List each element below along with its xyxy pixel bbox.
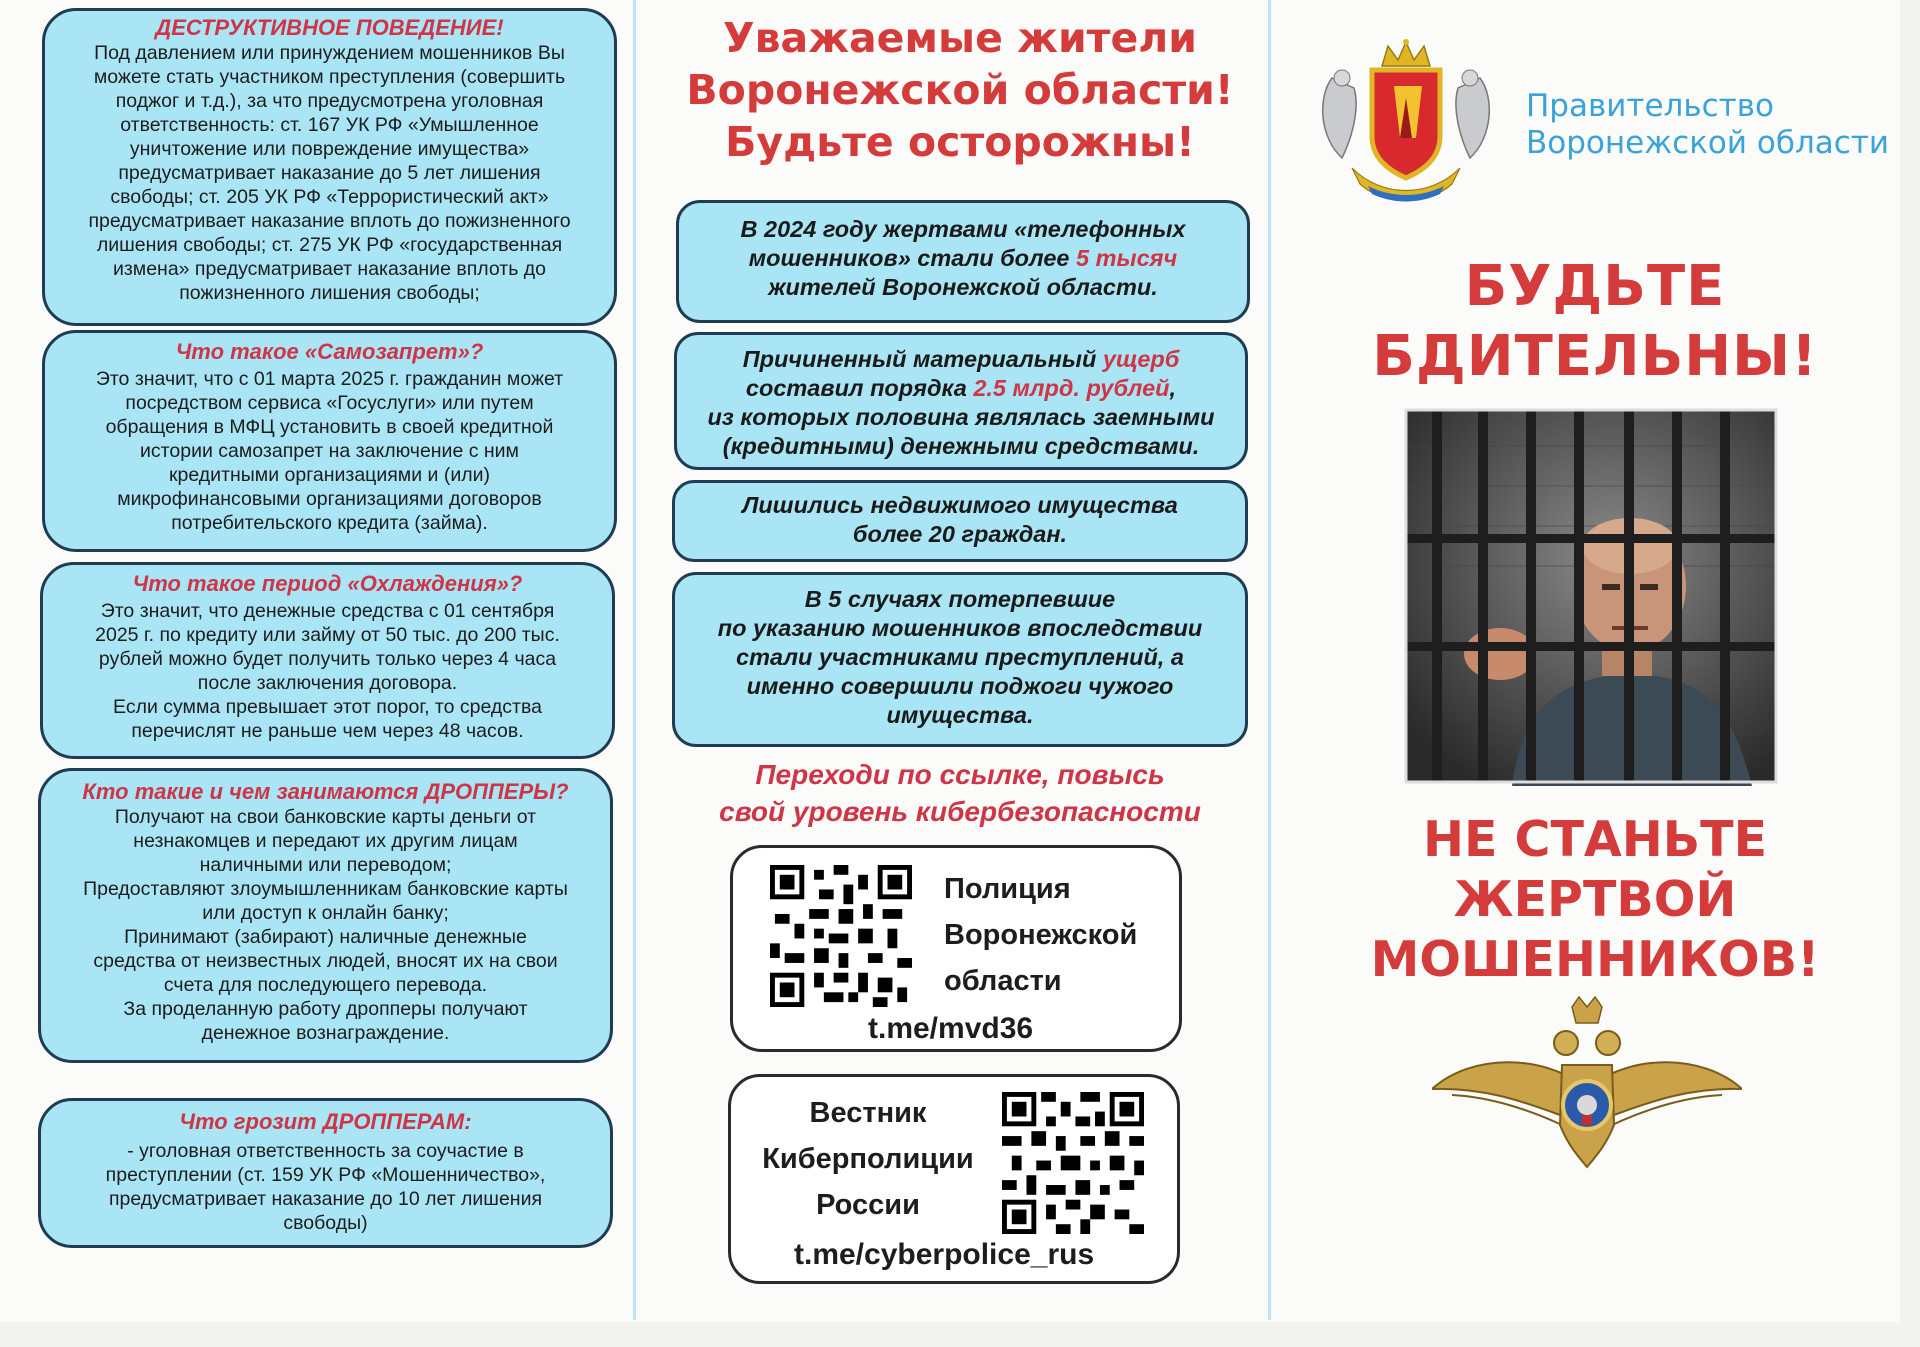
text-line: - уголовная ответственность за соучастие в [127,1140,524,1162]
text-line: средства от неизвестных людей, вносят их на свои [93,950,558,972]
text-line: 2025 г. по кредиту или займу от 50 тыс. до 200 тыс. [95,624,560,646]
police-qr-label [944,866,1137,1004]
headline-line: Уважаемые жители [722,14,1198,62]
text-line: обращения в МФЦ установить в своей кредитной [105,416,554,438]
droppers-penalty-box [38,1098,613,1248]
qr-label-line: области [944,965,1062,997]
text-line: поджог и т.д.), за что предусмотрена уголовная [115,90,544,112]
highlight-word: ущерб [1102,346,1180,372]
stat-line: жителей Воронежской области. [768,274,1158,300]
text-line: свободы) [283,1212,368,1234]
text-line: преступлении (ст. 159 УК РФ «Мошенничество», [105,1164,546,1186]
text-line: измена» предусматривает наказание вплоть до [112,258,547,280]
box-text [41,805,610,1045]
text-line: пожизненного лишения свободы; [179,282,480,304]
headline-line: ЖЕРТВОЙ [1453,871,1737,928]
text-line: Под давлением или принуждением мошенников Вы [94,42,565,64]
headline-line: Воронежской области! [686,66,1234,114]
police-double-headed-eagle-emblem-icon [1432,995,1742,1175]
stat-line: более 20 граждан. [852,521,1068,547]
stat-line: именно совершили поджоги чужого [746,673,1174,699]
box-title: Что такое период «Охлаждения»? [132,571,523,596]
box-text [43,599,612,743]
box-title: Что такое «Самозапрет»? [175,339,484,364]
text-line: наличными или переводом; [199,854,452,876]
text-line: истории самозапрет на заключение с ним [140,440,519,462]
headline-line: НЕ СТАНЬТЕ [1422,811,1768,868]
property-loss-box [672,480,1248,562]
highlight-number: 5 тысяч [1076,245,1178,271]
stat-line: из которых половина являлась заемными [707,404,1215,430]
text-line: потребительского кредита (займа). [171,512,488,534]
text-line: ответственность: ст. 167 УК РФ «Умышленное [120,114,539,136]
stat-line: стали участниками преступлений, а [736,644,1184,670]
text-line: перечислят не раньше чем через 48 часов. [131,720,524,742]
stat-line: (кредитными) денежными средствами. [722,433,1200,459]
text-line: посредством сервиса «Госуслуги» или путем [125,392,534,414]
stat-line: мошенников» стали более 5 тысяч [748,245,1178,271]
headline-line: БДИТЕЛЬНЫ! [1372,324,1818,389]
text-line: Это значит, что с 01 марта 2025 г. гражданин может [95,368,564,390]
gov-title-line: Правительство [1526,88,1774,124]
text-line: или доступ к онлайн банку; [202,902,449,924]
text-line: предусматривает наказание до 5 лет лишения [118,162,541,184]
cyberpolice-qr-label [748,1090,988,1228]
police-qr-code-icon[interactable] [770,865,912,1007]
headline-line: Будьте осторожны! [725,118,1195,166]
qr-label-line: Воронежской [944,919,1138,951]
stat-line: Лишились недвижимого имущества [742,492,1178,518]
middle-headline [650,12,1270,168]
stat-line: составил порядка 2.5 млрд. рублей, [745,375,1177,401]
text-line: можете стать участником преступления (совершить [93,66,566,88]
arson-cases-box [672,572,1248,747]
cyberpolice-telegram-link[interactable]: t.me/cyberpolice_rus [794,1238,1095,1271]
stat-line: имущества. [886,702,1034,728]
qr-label-line: Вестник [809,1097,927,1129]
text-line: лишения свободы; ст. 275 УК РФ «государственная [96,234,563,256]
text-line: Получают на свои банковские карты деньги от [114,806,537,828]
damage-stat-box [674,332,1248,470]
highlight-amount: 2.5 млрд. рублей [973,375,1170,401]
cta-line: свой уровень кибербезопасности [719,796,1201,827]
box-text [45,41,614,305]
text-line: предусматривает наказание вплоть до пожизненного [88,210,571,232]
qr-label-line: Полиция [944,873,1071,905]
text-line: счета для последующего перевода. [163,974,488,996]
cyberpolice-qr-code-icon[interactable] [1002,1092,1144,1234]
self-ban-box [42,330,617,552]
text-line: За проделанную работу дропперы получают [123,998,528,1020]
text-line: Если сумма превышает этот порог, то средства [113,696,542,718]
text-line: микрофинансовыми организациями договоров [117,488,542,510]
text-line: Предоставляют злоумышленникам банковские карты [83,878,568,900]
stat-line: по указанию мошенников впоследствии [717,615,1203,641]
text-line: свободы; ст. 205 УК РФ «Террористический акт» [110,186,549,208]
text-line: рублей можно будет получить только через 4 часа [98,648,557,670]
gov-title-line: Воронежской области [1526,125,1890,161]
voronezh-coat-of-arms-icon [1312,38,1500,213]
prisoner-behind-bars-illustration [1402,406,1780,786]
text-line: уничтожение или повреждение имущества» [129,138,530,160]
dont-be-victim-headline [1290,810,1900,990]
stat-line: В 2024 году жертвами «телефонных [740,216,1186,242]
box-text [41,1139,610,1235]
destructive-behavior-box [42,8,617,326]
qr-label-line: России [816,1189,920,1221]
cta-line: Переходи по ссылке, повысь [755,759,1165,790]
cyber-cta [650,756,1270,830]
text-line: Это значит, что денежные средства с 01 сентября [100,600,555,622]
text-line: кредитными организациями и (или) [169,464,490,486]
text-line: денежное вознаграждение. [201,1022,450,1044]
text-line: предусматривает наказание до 10 лет лишения [108,1188,543,1210]
box-title: Кто такие и чем занимаются ДРОППЕРЫ? [82,779,569,804]
qr-label-line: Киберполиции [762,1143,974,1175]
text-line: незнакомцев и передают их другим лицам [133,830,518,852]
victims-stat-box [676,200,1250,323]
police-telegram-link[interactable]: t.me/mvd36 [868,1012,1034,1045]
box-text [45,367,614,535]
headline-line: БУДЬТЕ [1464,254,1726,319]
text-line: Принимают (забирают) наличные денежные [124,926,527,948]
fold-line-right [1268,0,1271,1320]
government-title [1526,88,1889,162]
fold-line-left [633,0,636,1320]
box-title: Что грозит ДРОППЕРАМ: [179,1109,472,1134]
box-title: ДЕСТРУКТИВНОЕ ПОВЕДЕНИЕ! [155,15,504,40]
be-vigilant-headline [1290,252,1900,392]
stat-line: Причиненный материальный ущерб [742,346,1180,372]
stat-line: В 5 случаях потерпевшие [804,586,1116,612]
text-line: после заключения договора. [197,672,458,694]
droppers-box [38,768,613,1063]
headline-line: МОШЕННИКОВ! [1370,931,1820,988]
cooling-period-box [40,562,615,759]
